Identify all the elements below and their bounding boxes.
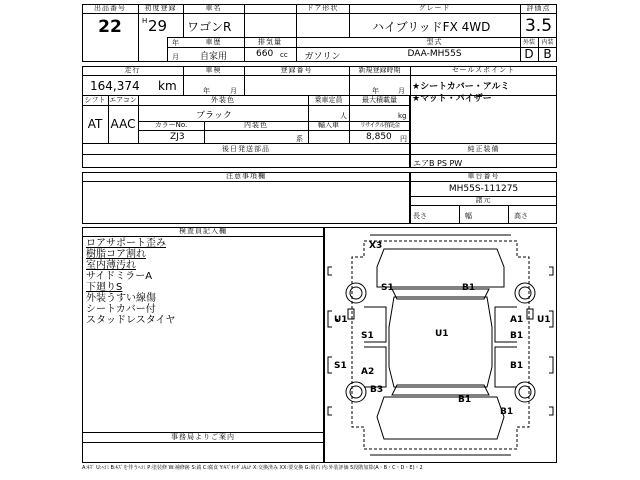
inspection-note: 樹脂コア割れ bbox=[86, 249, 146, 260]
damage-mark: A1 bbox=[510, 315, 524, 325]
new-reg-month: 月 bbox=[398, 87, 405, 95]
genuine-label: 純正装備 bbox=[467, 145, 500, 153]
load-label: 最大積載量 bbox=[362, 96, 397, 104]
lot-number: 22 bbox=[98, 17, 122, 37]
office-label: 事務局よりご案内 bbox=[171, 433, 235, 441]
sales-point-2: ★マット・バイザー bbox=[412, 94, 492, 104]
yen: 円 bbox=[400, 135, 407, 143]
damage-mark: B1 bbox=[510, 361, 524, 371]
ext-label: 外装 bbox=[522, 39, 535, 46]
door-label: ドア形状 bbox=[306, 4, 339, 12]
capacity-unit: 人 bbox=[340, 112, 347, 120]
era: H bbox=[142, 17, 148, 25]
ext-grade: D bbox=[524, 47, 534, 61]
inspection-year: 年 bbox=[203, 87, 210, 95]
import-label: 輸入車 bbox=[318, 121, 339, 129]
color: ブラック bbox=[196, 111, 232, 121]
model-label: 型式 bbox=[426, 38, 443, 46]
int-grade: B bbox=[543, 47, 552, 61]
sales-label: セールスポイント bbox=[451, 66, 516, 74]
color-no-label: カラーNo. bbox=[154, 121, 188, 129]
damage-mark: U1 bbox=[334, 315, 348, 325]
new-reg-label: 新規登録時期 bbox=[358, 66, 401, 74]
inspection-note: 外装うすい線傷 bbox=[86, 293, 156, 304]
chassis-label: 車台番号 bbox=[467, 172, 500, 180]
damage-mark: U1 bbox=[537, 315, 551, 325]
damage-mark: S1 bbox=[381, 283, 394, 293]
chassis-number: MH55S-111275 bbox=[448, 184, 519, 194]
car-diagram bbox=[324, 227, 557, 463]
inspection-note: シートカバー付 bbox=[86, 304, 156, 315]
lot-label: 出品番号 bbox=[94, 4, 126, 12]
int-label: 内装 bbox=[541, 39, 554, 46]
cc-unit: cc bbox=[280, 51, 288, 59]
damage-mark: B1 bbox=[458, 395, 472, 405]
damage-mark: X3 bbox=[369, 241, 383, 251]
damage-mark: B1 bbox=[510, 331, 524, 341]
damage-mark: S1 bbox=[334, 361, 347, 371]
damage-legend: A:ｷｽﾞ U:ﾍｺﾐ B:ｷｽﾞを伴うﾍｺﾐ P:塗装修 W:補修跡 S:錆 C:腐食 Y:ｷｽﾞｵﾚﾀﾞﾑｷﾑﾅ X:交換済み XX:要交換 G:飛石 内:外装評価 5段階加算(A・B・C・D・E)・2 bbox=[82, 465, 423, 471]
ac: AAC bbox=[110, 117, 136, 131]
ac-label: エアコン bbox=[109, 96, 137, 104]
load-unit: kg bbox=[398, 112, 407, 120]
sales-point-1: ★シートカバー・アルミ bbox=[412, 82, 510, 92]
year-unit: 年 bbox=[172, 39, 179, 47]
later-parts-label: 後日発送部品 bbox=[222, 145, 270, 153]
car-name: ワゴンR bbox=[187, 20, 232, 34]
damage-mark: A2 bbox=[361, 367, 375, 377]
grade-label: グレード bbox=[418, 4, 451, 12]
recycle-label: リサイクル預託金 bbox=[359, 122, 400, 129]
grade: ハイブリッドFX 4WD bbox=[372, 20, 491, 34]
color-no: ZJ3 bbox=[170, 132, 185, 142]
new-reg-year: 年 bbox=[372, 87, 379, 95]
mileage-label: 走行 bbox=[124, 66, 141, 74]
reg-no-label: 登録番号 bbox=[280, 66, 313, 74]
capacity-label: 乗車定員 bbox=[314, 96, 343, 104]
recycle-amount: 8,850 bbox=[366, 132, 392, 142]
damage-mark: B1 bbox=[500, 407, 514, 417]
model: DAA-MH55S bbox=[407, 49, 462, 59]
dim-label: 諸元 bbox=[475, 196, 492, 204]
inspector-label: 検査員記入欄 bbox=[179, 227, 227, 235]
damage-mark: B1 bbox=[462, 283, 476, 293]
notes-label: 注意事項欄 bbox=[226, 172, 266, 180]
inspection-note: サイドミラーA bbox=[86, 271, 153, 282]
score-label: 評価点 bbox=[526, 4, 551, 12]
inspection-note: 下廻りS bbox=[86, 282, 123, 293]
cc: 660 bbox=[256, 49, 274, 59]
dim-width: 幅 bbox=[465, 212, 472, 220]
mileage-unit: km bbox=[158, 79, 177, 93]
fuel: ガソリン bbox=[304, 52, 341, 62]
inspection-label: 車検 bbox=[205, 66, 222, 74]
inspection-note: スタッドレスタイヤ bbox=[86, 315, 176, 326]
inspection-month: 月 bbox=[230, 87, 237, 95]
dim-length: 長さ bbox=[413, 212, 427, 220]
car-name-label: 車名 bbox=[205, 4, 222, 12]
inspection-note: ロアサポート歪み bbox=[86, 238, 166, 249]
first-reg-label: 初度登録 bbox=[144, 4, 177, 12]
month-unit: 月 bbox=[172, 53, 179, 61]
usage: 自家用 bbox=[199, 52, 227, 62]
int-color-label: 内装色 bbox=[244, 121, 268, 129]
kei: 系 bbox=[296, 135, 303, 143]
shift-label: シフト bbox=[84, 96, 106, 104]
color-label: 外装色 bbox=[211, 96, 235, 104]
usage-label: 車歴 bbox=[205, 38, 222, 46]
damage-mark: S1 bbox=[361, 331, 374, 341]
first-reg-year: 29 bbox=[148, 17, 168, 35]
cc-label: 排気量 bbox=[258, 38, 282, 46]
damage-mark: B3 bbox=[370, 385, 384, 395]
score: 3.5 bbox=[524, 16, 553, 36]
mileage: 164,374 bbox=[90, 79, 140, 93]
shift: AT bbox=[87, 117, 103, 131]
inspection-note: 室内薄汚れ bbox=[86, 260, 136, 271]
damage-mark: U1 bbox=[435, 329, 449, 339]
genuine-equipment: エアB PS PW bbox=[413, 159, 463, 168]
dim-height: 高さ bbox=[514, 212, 528, 220]
